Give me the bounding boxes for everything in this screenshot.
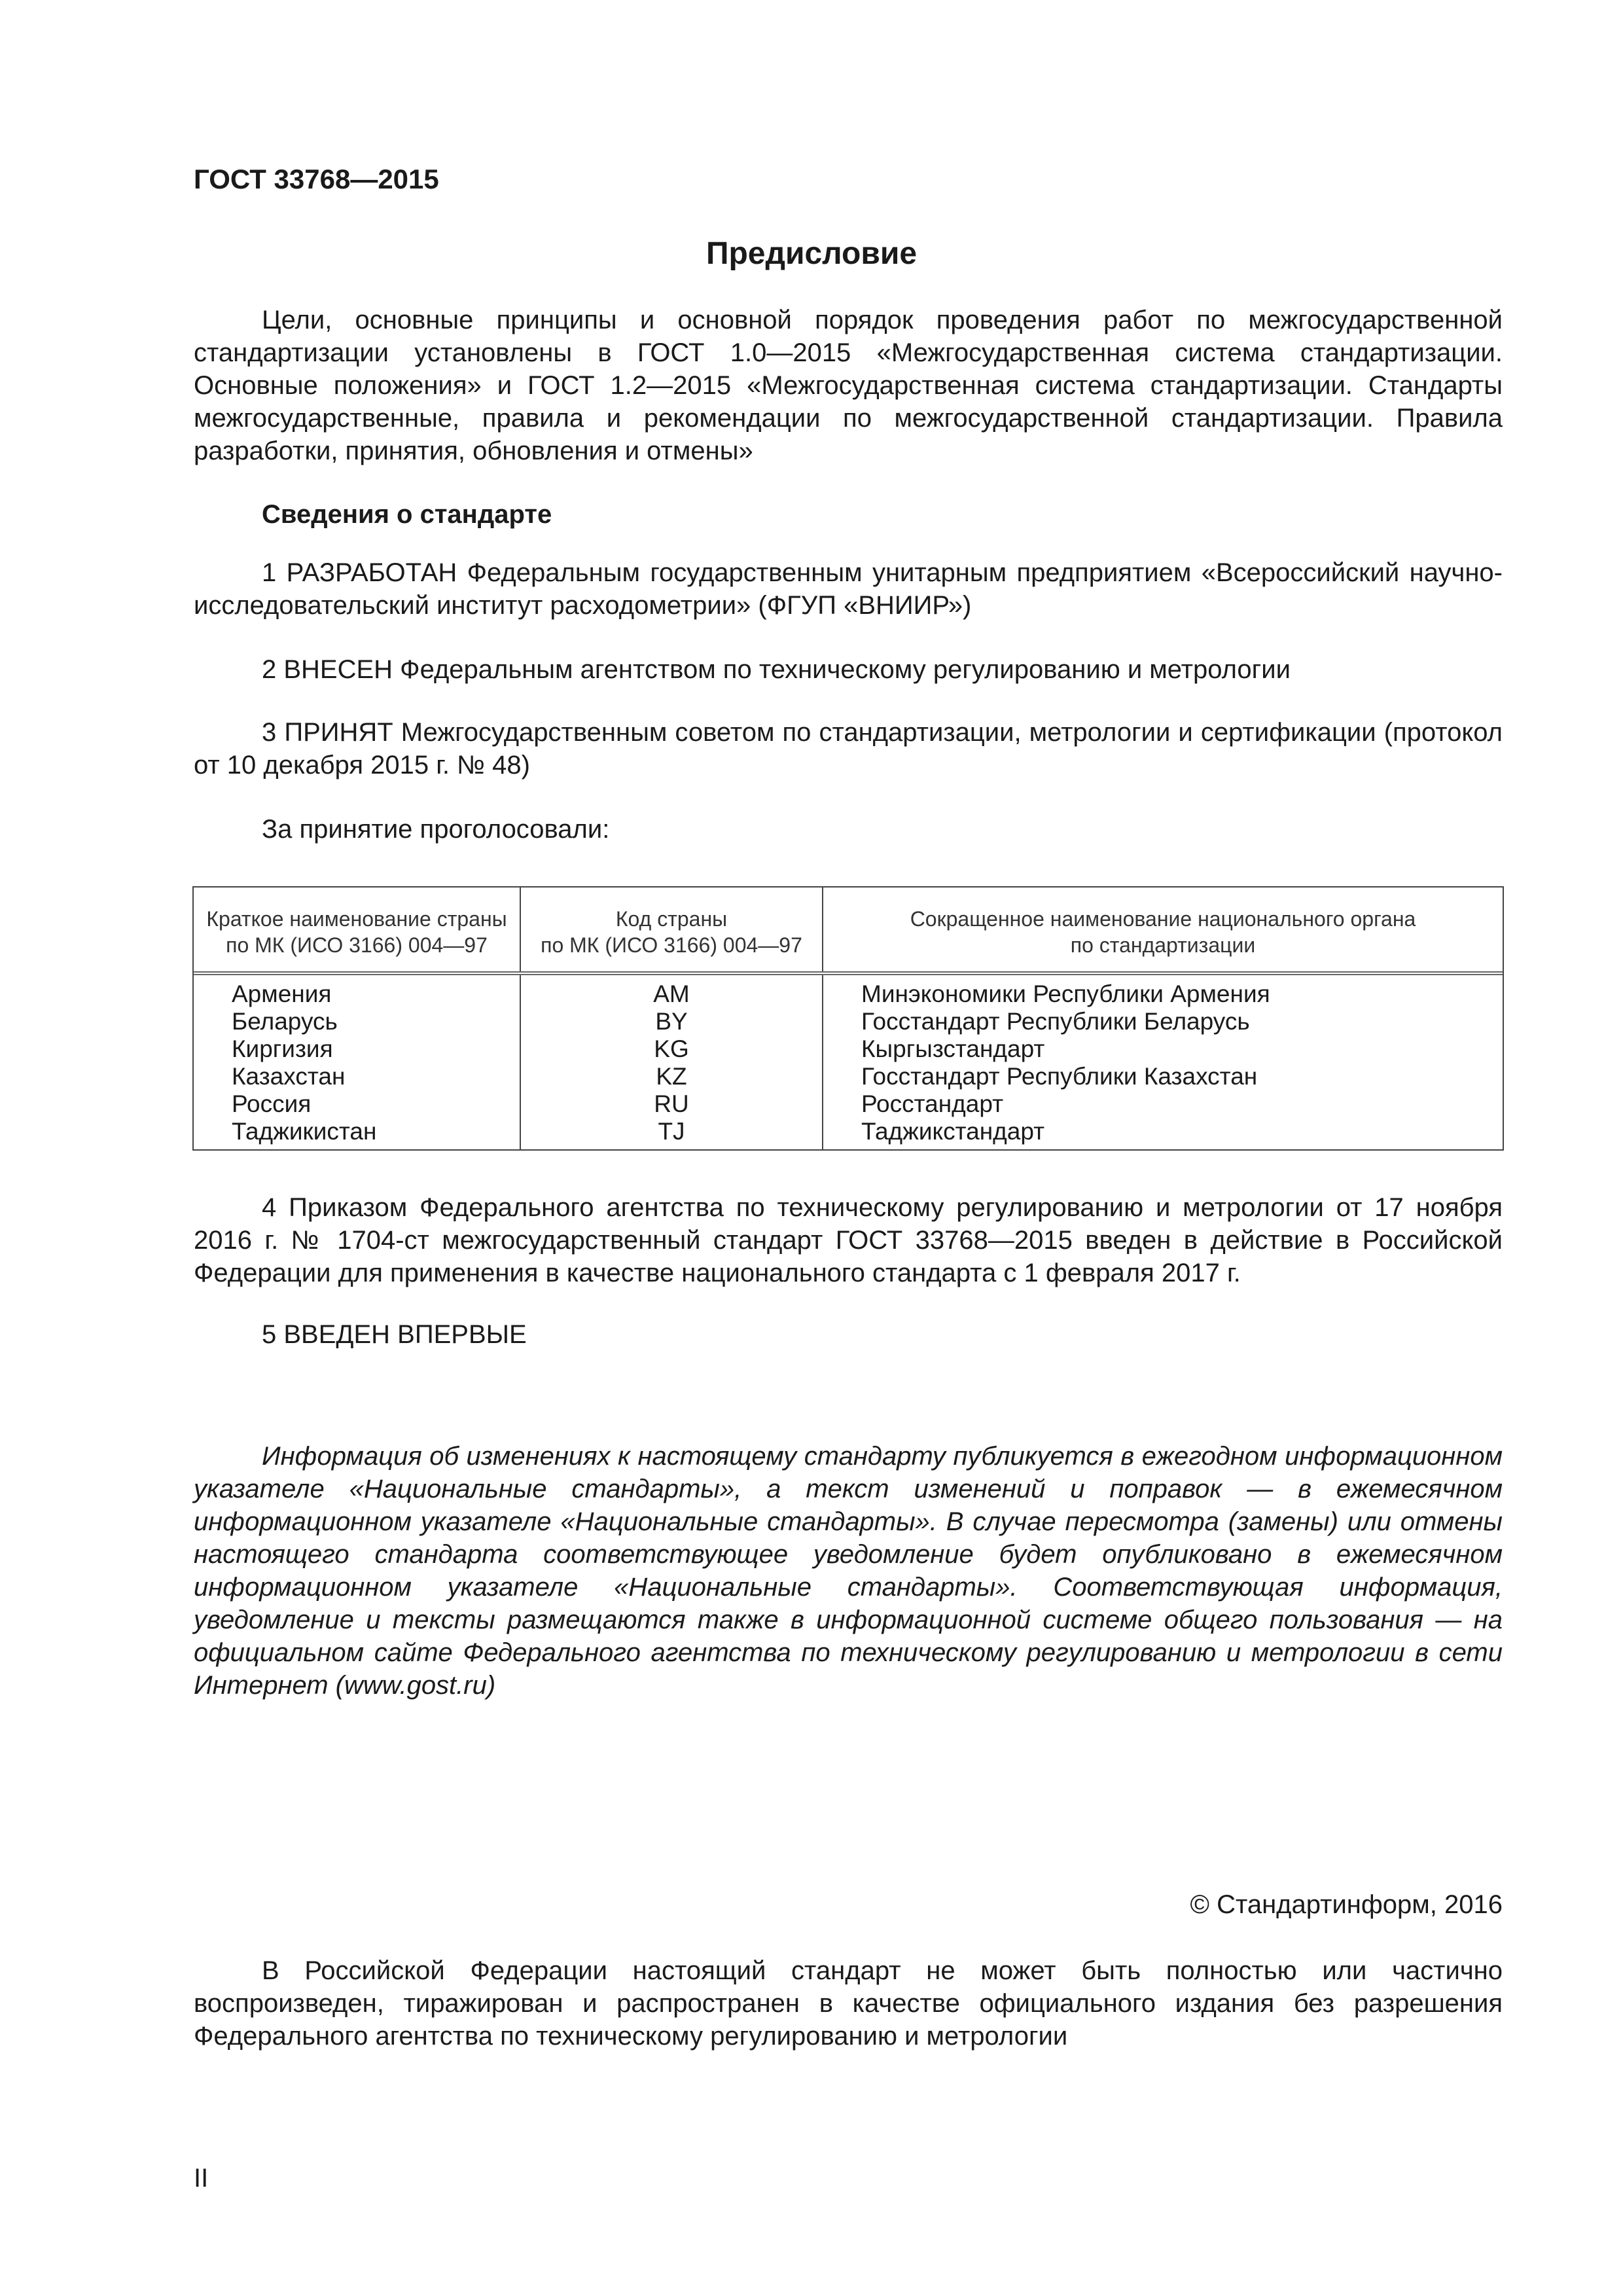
table-cell-body: Госстандарт Республики Казахстан <box>861 1063 1258 1090</box>
header-body-line1: Сокращенное наименование национального органа <box>910 907 1416 931</box>
item-enacted: 4 Приказом Федерального агентства по техническому регулированию и метрологии от 17 ноября 2016 г. № 1704-ст межгосударственный стандарт ГОСТ 33768—2015 введен в действие в Российской Федерации для применения в качестве национального стандарта с 1 февраля 2017 г. <box>194 1193 1503 1287</box>
table-cell-body: Росстандарт <box>861 1090 1004 1117</box>
table-cell-country: Беларусь <box>232 1008 338 1035</box>
page-number: II <box>194 2164 209 2193</box>
table-cell-code: AM <box>653 980 690 1007</box>
table-cell-country: Казахстан <box>232 1063 346 1090</box>
header-country-code <box>521 888 823 971</box>
item-developed: 1 РАЗРАБОТАН Федеральным государственным унитарным предприятием «Всероссийский научно-исследовательский институт расходометрии» (ФГУП «ВНИИР») <box>194 558 1503 620</box>
voted-label: За принятие проголосовали: <box>262 815 610 844</box>
table-header <box>194 888 1503 975</box>
table-cell-country: Таджикистан <box>232 1118 377 1145</box>
table-cell-code: RU <box>654 1090 689 1117</box>
table-cell-country: Киргизия <box>232 1035 333 1062</box>
item-introduced-first: 5 ВВЕДЕН ВПЕРВЫЕ <box>262 1320 527 1349</box>
page-title: Предисловие <box>705 236 918 271</box>
changes-notice: Информация об изменениях к настоящему стандарту публикуется в ежегодном информационном указателе «Национальные стандарты», а текст изменений и поправок — в ежемесячном информационном указателе «Национальные стандарты». В случае пересмотра (замены) или отмены настоящего стандарта соответствующее уведомление будет опубликовано в ежемесячном информационном указателе «Национальные стандарты». Соответствующая информация, уведомление и тексты размещаются также в информационной системе общего пользования — на официальном сайте Федерального агентства по техническому регулированию и метрологии в сети Интернет (www.gost.ru) <box>194 1442 1503 1700</box>
table-cell-code: KG <box>654 1035 689 1062</box>
table-body <box>194 975 1503 1149</box>
document-code: ГОСТ 33768—2015 <box>194 164 439 194</box>
table-cell-code: BY <box>655 1008 688 1035</box>
table-cell-country: Россия <box>232 1090 312 1117</box>
header-country-line1: Краткое наименование страны <box>206 907 507 931</box>
header-country-line2: по МК (ИСО 3166) 004—97 <box>226 933 488 957</box>
table-cell-code: TJ <box>658 1118 685 1145</box>
header-code-line1: Код страны <box>615 907 728 931</box>
header-country-name <box>194 888 521 971</box>
table-cell-country: Армения <box>232 980 332 1007</box>
item-adopted: 3 ПРИНЯТ Межгосударственным советом по стандартизации, метрологии и сертификации (протокол от 10 декабря 2015 г. № 48) <box>194 718 1503 780</box>
country-column <box>194 975 521 1149</box>
header-code-line2: по МК (ИСО 3166) 004—97 <box>541 933 802 957</box>
header-national-body <box>823 888 1503 971</box>
reproduction-rights: В Российской Федерации настоящий стандарт не может быть полностью или частично воспроизведен, тиражирован и распространен в качестве официального издания без разрешения Федерального агентства по техническому регулированию и метрологии <box>194 1956 1503 2051</box>
intro-paragraph: Цели, основные принципы и основной порядок проведения работ по межгосударственной стандартизации установлены в ГОСТ 1.0—2015 «Межгосударственная система стандартизации. Основные положения» и ГОСТ 1.2—2015 «Межгосударственная система стандартизации. Стандарты межгосударственные, правила и рекомендации по межгосударственной стандартизации. Правила разработки, принятия, обновления и отмены» <box>194 306 1503 465</box>
voting-table <box>192 886 1504 1151</box>
header-body-line2: по стандартизации <box>1070 933 1256 957</box>
standard-info-heading: Сведения о стандарте <box>262 500 552 529</box>
table-cell-body: Госстандарт Республики Беларусь <box>861 1008 1250 1035</box>
table-cell-body: Минэкономики Республики Армения <box>861 980 1270 1007</box>
table-cell-body: Кыргызстандарт <box>861 1035 1045 1062</box>
item-submitted: 2 ВНЕСЕН Федеральным агентством по техническому регулированию и метрологии <box>262 655 1291 684</box>
national-body-column <box>823 975 1503 1149</box>
copyright-line: © Стандартинформ, 2016 <box>1190 1890 1503 1919</box>
table-cell-code: KZ <box>656 1063 687 1090</box>
table-cell-body: Таджикстандарт <box>861 1118 1045 1145</box>
code-column <box>521 975 823 1149</box>
